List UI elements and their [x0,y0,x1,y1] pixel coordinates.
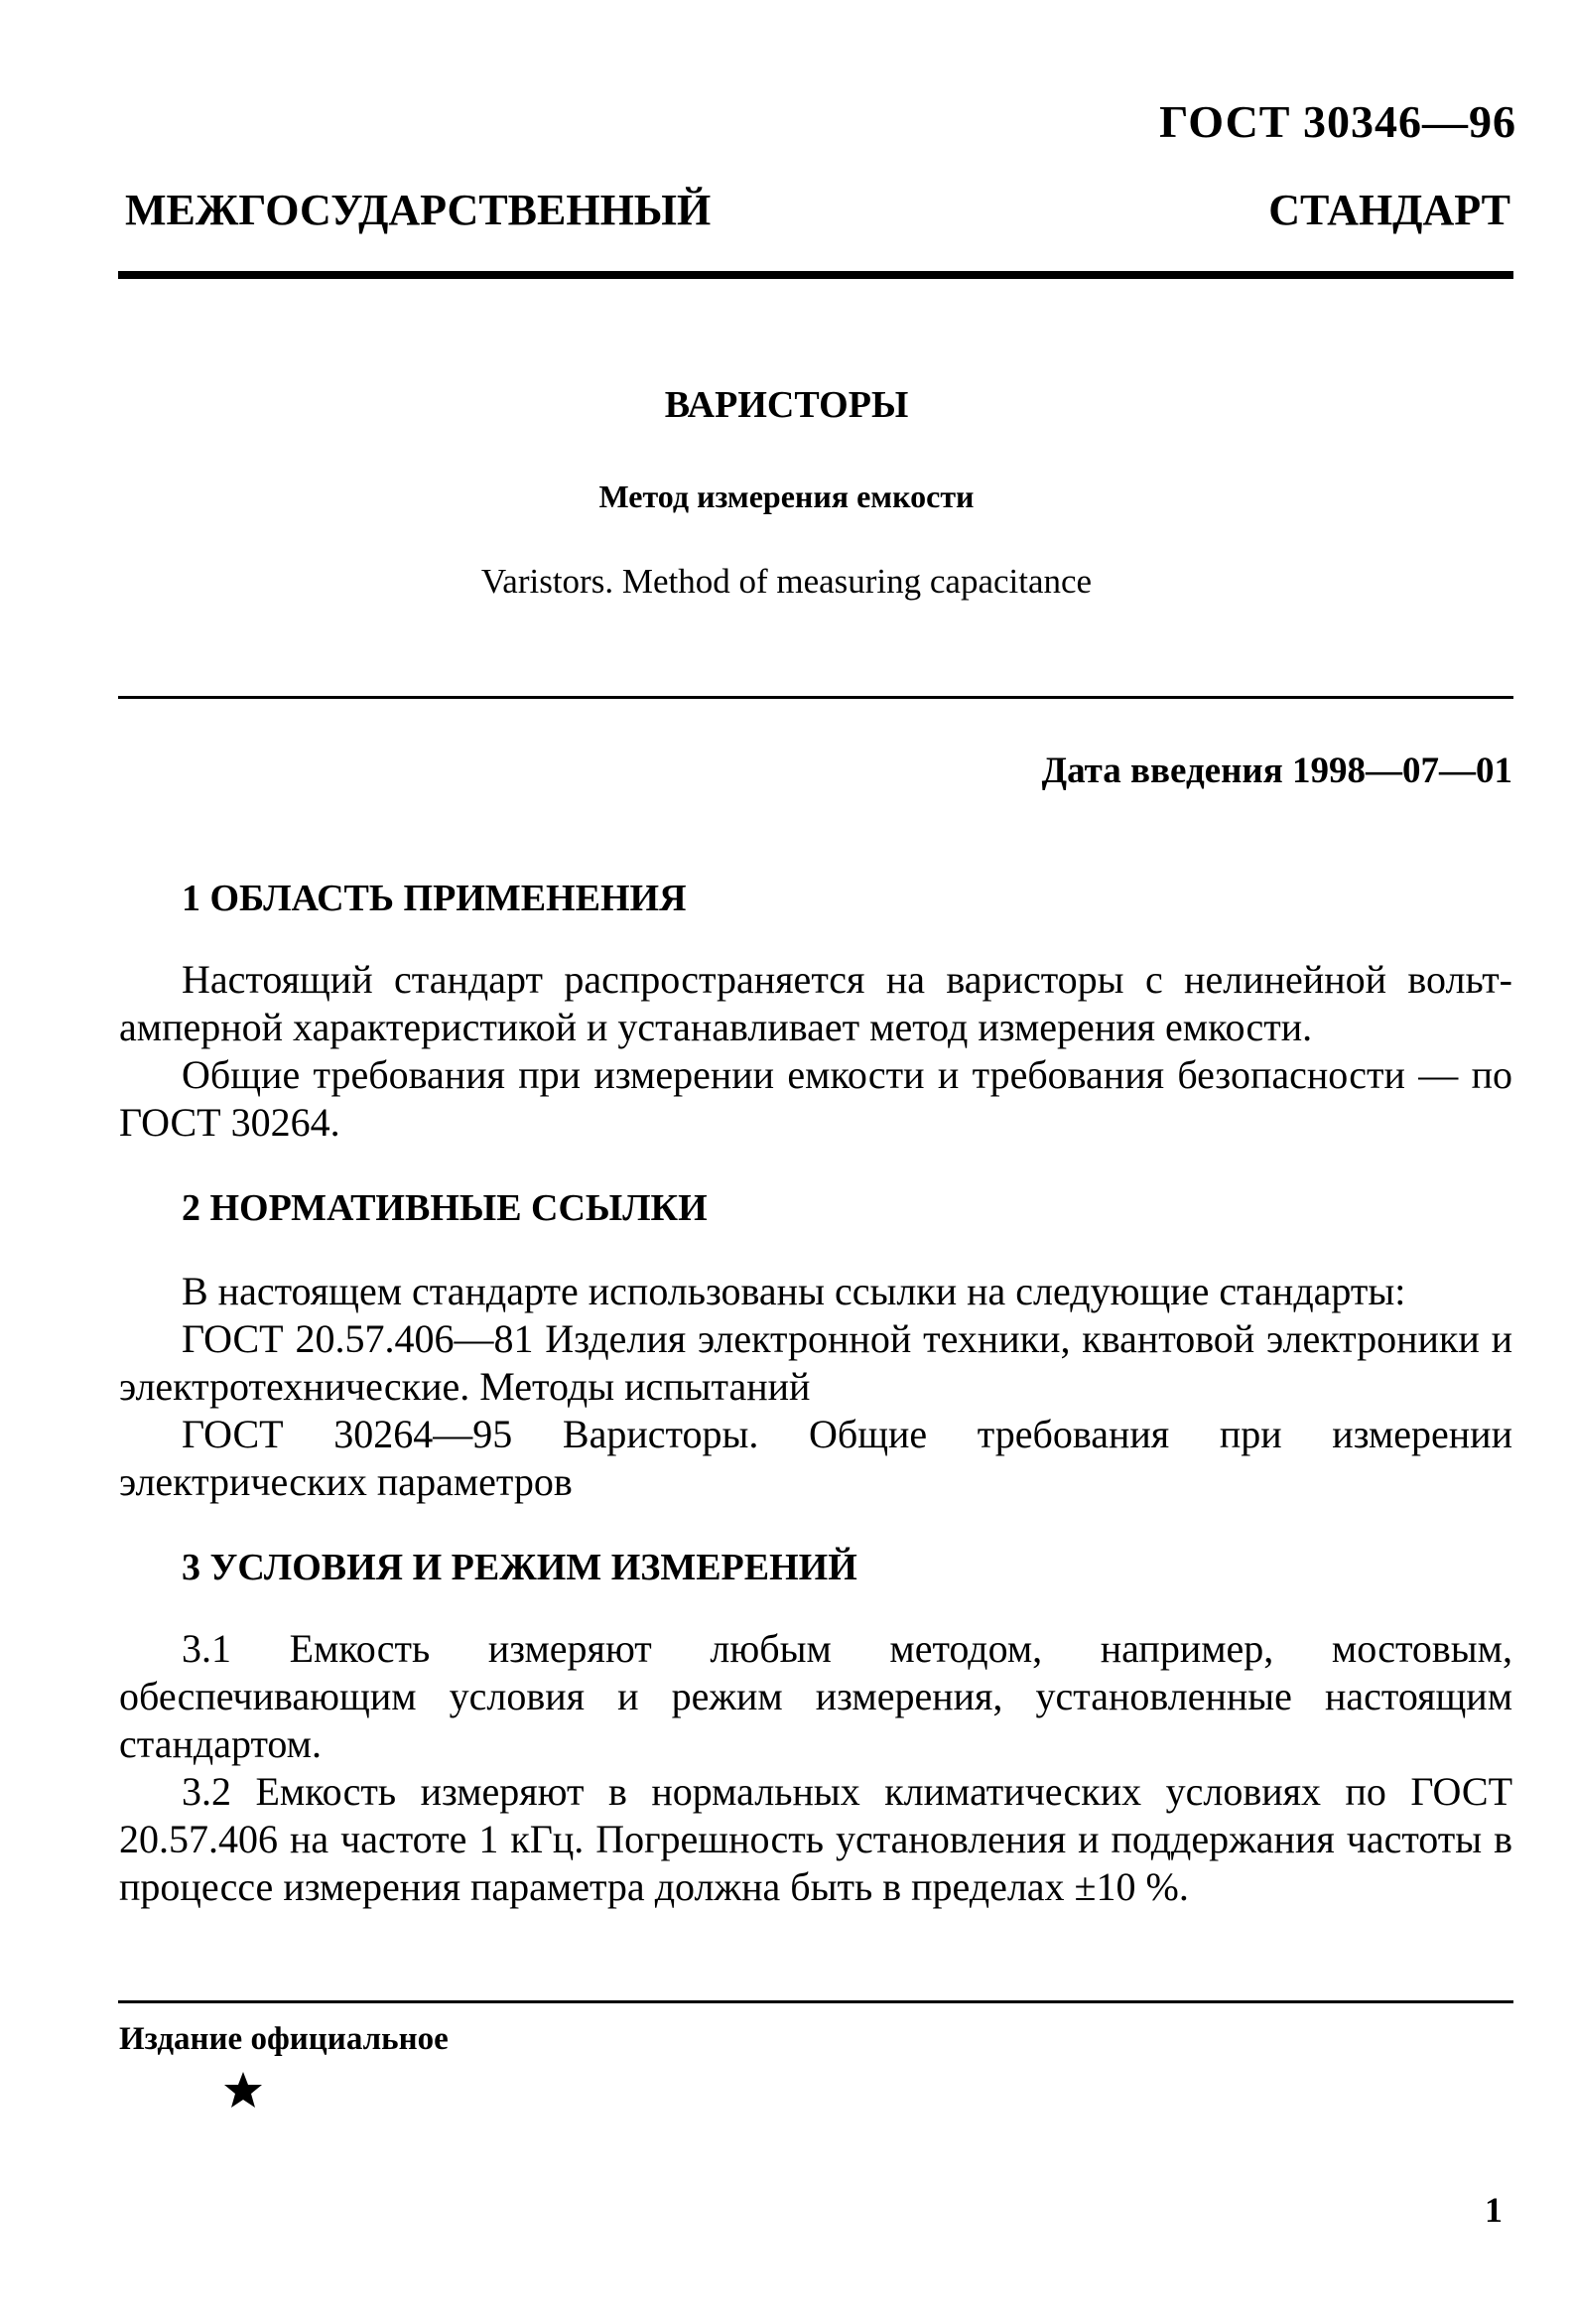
section-3-paragraph-1: 3.1 Емкость измеряют любым методом, например, мостовым, обеспечивающим условия и режим измерения, установленные настоящим стандартом. [119,1626,1512,1766]
title-divider [118,696,1513,699]
section-2-reference-2: ГОСТ 30264—95 Варисторы. Общие требования при измерении электрических параметров [119,1412,1512,1504]
footer-divider [118,2000,1513,2003]
introduction-date: Дата введения 1998—07—01 [1041,751,1512,791]
section-heading-conditions: 3 УСЛОВИЯ И РЕЖИМ ИЗМЕРЕНИЙ [182,1547,857,1588]
section-2-paragraph-1: В настоящем стандарте использованы ссылки на следующие стандарты: [182,1269,1406,1313]
document-number: ГОСТ 30346—96 [1159,96,1516,147]
section-1-paragraph-1: Настоящий стандарт распространяется на варисторы с нелинейной вольт-амперной характеристикой и устанавливает метод измерения емкости. [119,957,1512,1049]
standard-type-word-1: МЕЖГОСУДАРСТВЕННЫЙ [125,186,712,234]
header-divider [118,271,1513,279]
document-subtitle: Метод измерения емкости [598,478,975,514]
official-edition-label: Издание официальное [119,2021,449,2057]
section-heading-normative-references: 2 НОРМАТИВНЫЕ ССЫЛКИ [182,1187,708,1229]
document-title: ВАРИСТОРЫ [664,384,909,426]
section-heading-scope: 1 ОБЛАСТЬ ПРИМЕНЕНИЯ [182,878,687,919]
star-icon [223,2070,263,2110]
standard-type-word-2: СТАНДАРТ [1268,186,1510,234]
document-title-english: Varistors. Method of measuring capacitance [480,562,1093,601]
standard-type-heading [125,185,1510,235]
section-3-paragraph-2: 3.2 Емкость измеряют в нормальных климатических условиях по ГОСТ 20.57.406 на частоте 1 кГц. Погрешность установления и поддержания частоты в процессе измерения параметра должна быть в пределах ±10 %. [119,1769,1512,1909]
section-2-reference-1: ГОСТ 20.57.406—81 Изделия электронной техники, квантовой электроники и электротехнические. Методы испытаний [119,1316,1512,1409]
section-1-paragraph-2: Общие требования при измерении емкости и требования безопасности — по ГОСТ 30264. [119,1052,1512,1145]
page-number: 1 [1485,2190,1503,2230]
